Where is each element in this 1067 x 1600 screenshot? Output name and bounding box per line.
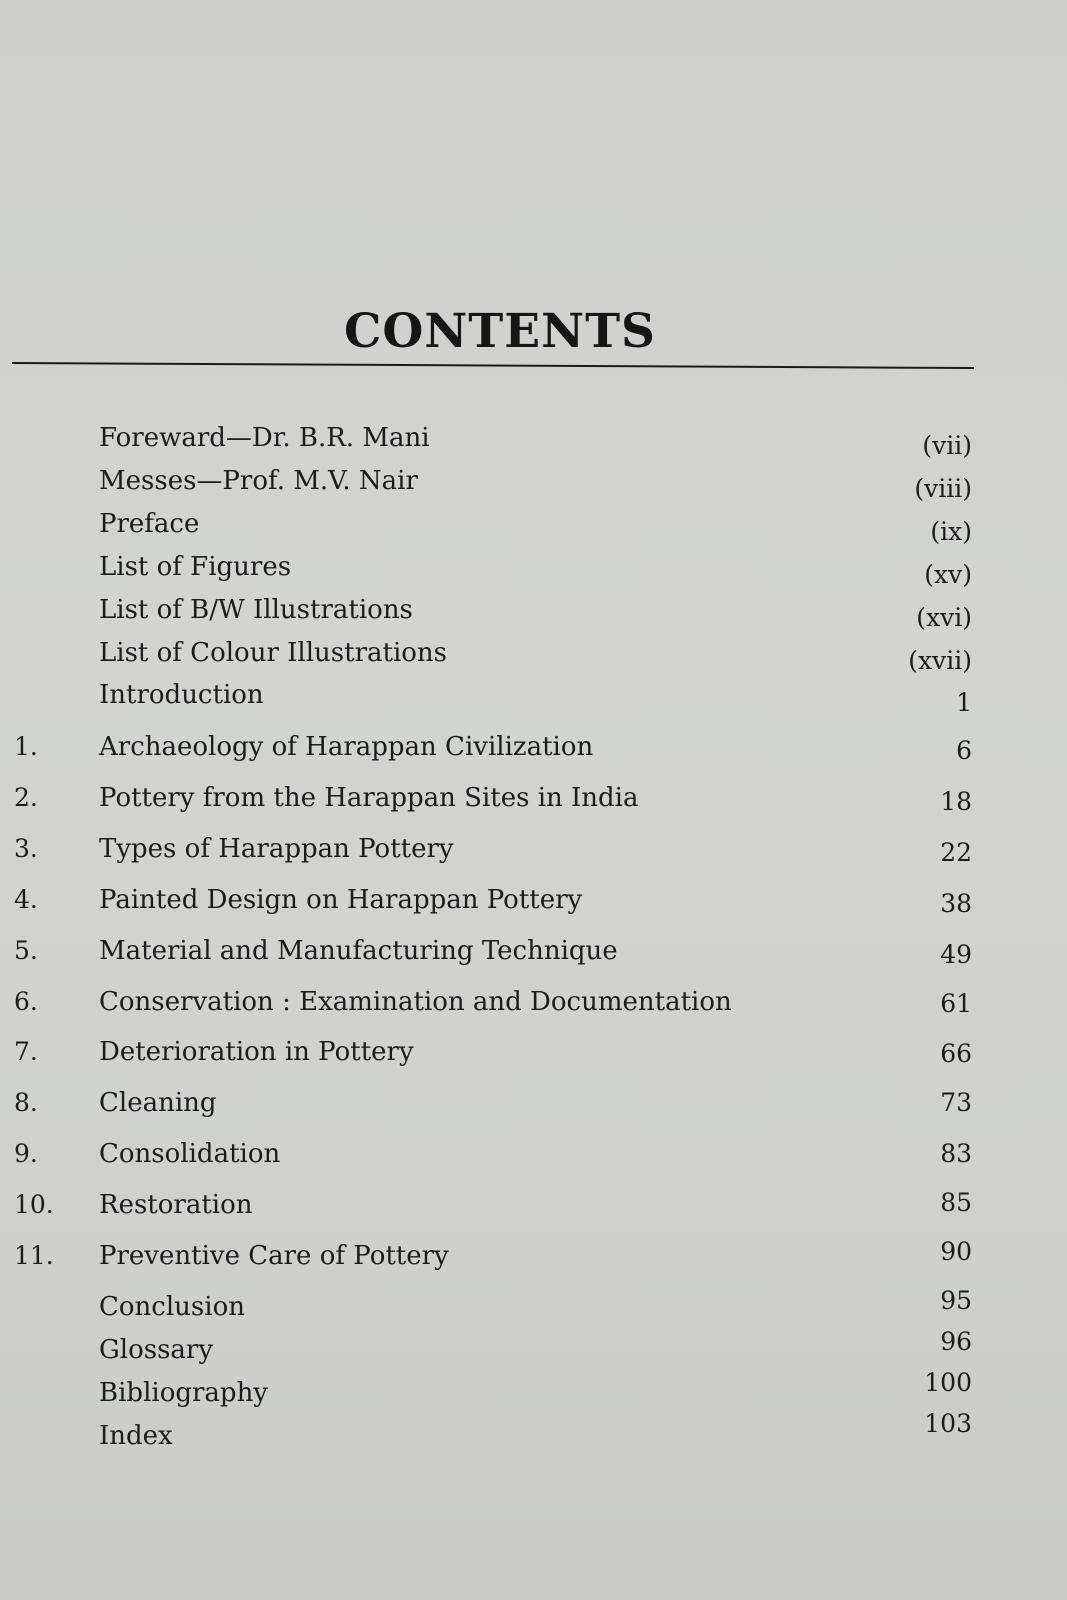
page-number: 18 (940, 787, 972, 816)
toc-entry (0, 829, 1067, 869)
page-number: 1 (956, 688, 972, 717)
page-number: 90 (940, 1237, 972, 1266)
toc-entry (0, 778, 1067, 818)
chapter-number: 9. (14, 1139, 38, 1168)
entry-title: Index (99, 1421, 173, 1451)
page-number: (ix) (930, 517, 972, 546)
entry-title: Preventive Care of Pottery (99, 1241, 449, 1271)
entry-title: Conservation : Examination and Documentation (99, 987, 732, 1017)
page-number: (xvii) (908, 646, 972, 675)
toc-entry (0, 1032, 1067, 1072)
entry-title: Foreward—Dr. B.R. Mani (99, 423, 430, 453)
entry-title: List of B/W Illustrations (99, 595, 413, 625)
entry-title: List of Figures (99, 552, 292, 582)
chapter-number: 3. (14, 834, 38, 863)
toc-entry (0, 675, 1067, 715)
chapter-number: 11. (14, 1241, 54, 1270)
page-number: 38 (940, 889, 972, 918)
toc-entry (0, 633, 1067, 673)
toc-entry (0, 1083, 1067, 1123)
toc-entry (0, 1409, 1067, 1456)
entry-title: Types of Harappan Pottery (99, 834, 454, 864)
toc-entry (0, 418, 1067, 458)
chapter-number: 4. (14, 885, 38, 914)
toc-entry (0, 1185, 1067, 1225)
toc-entry (0, 504, 1067, 544)
entry-title: Restoration (99, 1190, 253, 1220)
chapter-number: 10. (14, 1190, 54, 1219)
page-number: 96 (940, 1327, 972, 1356)
toc-entry (0, 1327, 1067, 1370)
entry-title: Consolidation (99, 1139, 281, 1169)
entry-title: Glossary (99, 1335, 214, 1365)
chapter-number: 8. (14, 1088, 38, 1117)
page-number: 6 (956, 736, 972, 765)
toc-entry (0, 982, 1067, 1022)
page-number: 95 (940, 1286, 972, 1315)
chapter-number: 5. (14, 936, 38, 965)
entry-title: Deterioration in Pottery (99, 1037, 414, 1067)
page-number: 22 (940, 838, 972, 867)
chapter-number: 1. (14, 732, 38, 761)
toc-entry (0, 1134, 1067, 1174)
page-number: 83 (940, 1139, 972, 1168)
toc-entry (0, 1287, 1067, 1327)
toc-entry (0, 590, 1067, 630)
entry-title: Pottery from the Harappan Sites in India (99, 783, 639, 813)
chapter-number: 7. (14, 1037, 38, 1066)
toc-entry (0, 547, 1067, 587)
entry-title: Preface (99, 509, 200, 539)
page-number: 61 (940, 989, 972, 1018)
page-number: 103 (924, 1409, 972, 1438)
contents-heading: CONTENTS (344, 304, 656, 359)
entry-title: Conclusion (99, 1292, 245, 1322)
page-number: 85 (940, 1188, 972, 1217)
entry-title: Bibliography (99, 1378, 268, 1408)
chapter-number: 2. (14, 783, 38, 812)
page-number: (viii) (914, 474, 972, 503)
page-number: 73 (940, 1088, 972, 1117)
toc-entry (0, 931, 1067, 971)
entry-title: Archaeology of Harappan Civilization (99, 732, 594, 762)
page-number: 49 (940, 940, 972, 969)
entry-title: Introduction (99, 680, 264, 710)
toc-entry (0, 461, 1067, 501)
entry-title: List of Colour Illustrations (99, 638, 448, 668)
entry-title: Painted Design on Harappan Pottery (99, 885, 583, 915)
toc-entry (0, 1236, 1067, 1276)
toc-entry (0, 727, 1067, 767)
entry-title: Messes—Prof. M.V. Nair (99, 466, 418, 496)
page-number: (xvi) (916, 603, 972, 632)
page-number: (xv) (924, 560, 972, 589)
page-number: 100 (924, 1368, 972, 1397)
entry-title: Cleaning (99, 1088, 217, 1118)
toc-entry (0, 880, 1067, 920)
chapter-number: 6. (14, 987, 38, 1016)
toc-entry (0, 1368, 1067, 1413)
page-number: 66 (940, 1039, 972, 1068)
entry-title: Material and Manufacturing Technique (99, 936, 618, 966)
page-number: (vii) (922, 431, 972, 460)
